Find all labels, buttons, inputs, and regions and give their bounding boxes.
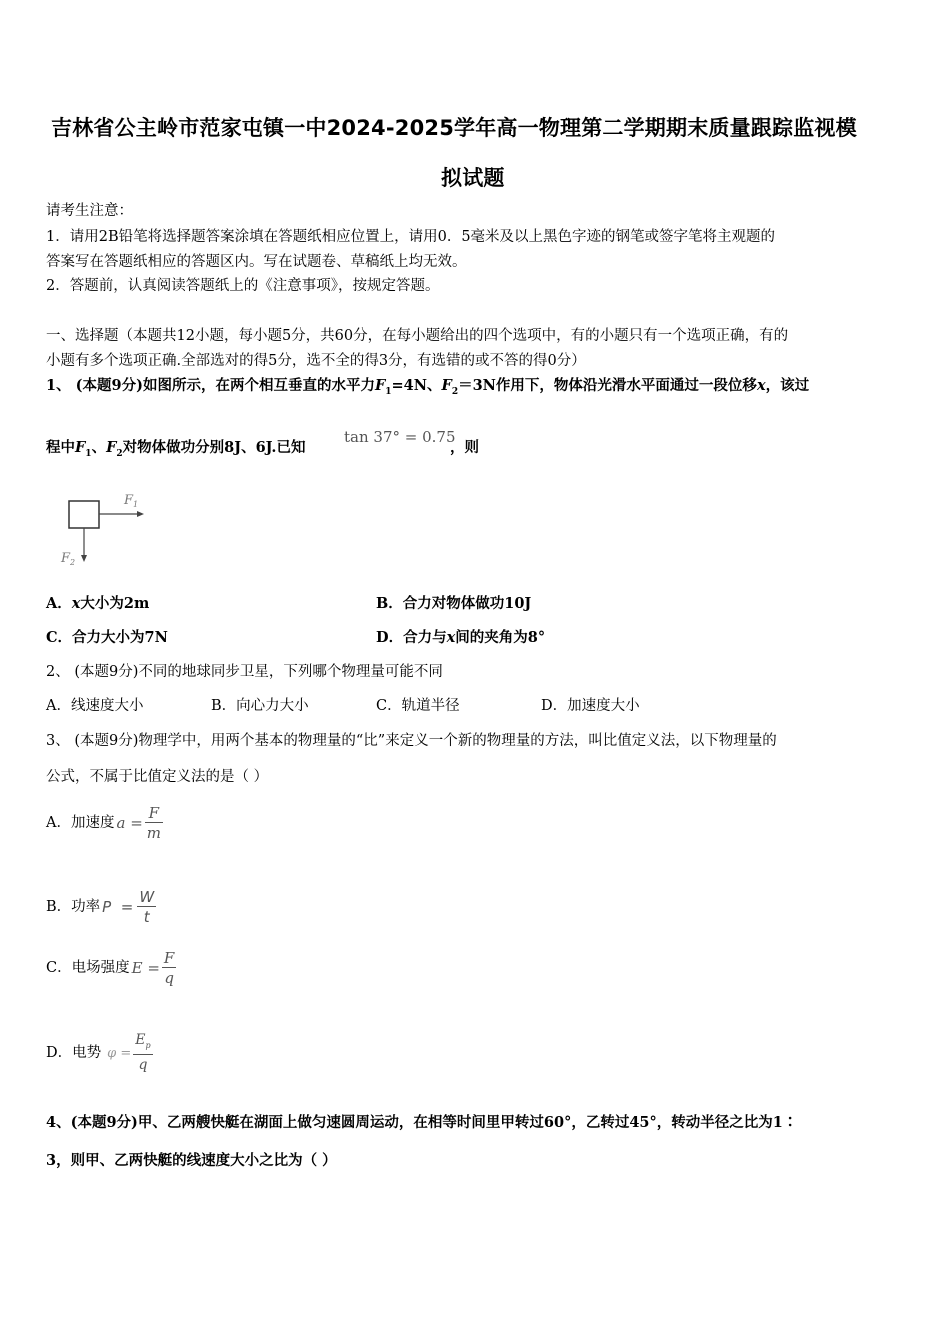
q1-option-d[interactable]: [376, 629, 545, 647]
q3-option-d-label: D．电势: [46, 1045, 102, 1061]
q3-option-a[interactable]: [46, 800, 163, 846]
q1-line1: [46, 377, 809, 401]
notice-item-1a: 1．请用2B铅笔将选择题答案涂填在答题纸相应位置上，请用0．5毫米及以上黑色字迹的钢笔或签字笔将主观题的: [46, 229, 776, 245]
q1-f1-symbol: F: [374, 377, 386, 394]
q3-option-d-numerator: $E_p$: [133, 1031, 152, 1056]
q1-f2-sub-2: 2: [116, 448, 123, 459]
notice-heading: 请考生注意：: [46, 203, 133, 219]
q1-number: 1、: [46, 377, 71, 394]
q1-option-c[interactable]: C．合力大小为7N: [46, 629, 168, 646]
q3-option-b-fraction: [137, 888, 156, 927]
q1-option-d-label: D．合力与: [376, 629, 447, 646]
q1-option-b[interactable]: B．合力对物体做功10J: [376, 595, 532, 612]
q1-f2-symbol: F: [441, 377, 452, 394]
q1-option-a[interactable]: [46, 595, 149, 613]
q3-option-c[interactable]: [46, 945, 176, 991]
q4-stem-line1: 4、(本题9分)甲、乙两艘快艇在湖面上做匀速圆周运动，在相等时间里甲转过60°，乙转过45°，转动半径之比为1∶: [46, 1114, 798, 1131]
f2-label: $F_2$: [61, 551, 76, 567]
q2-option-d[interactable]: D．加速度大小: [541, 698, 640, 714]
q2-stem: 2、 (本题9分)不同的地球同步卫星，下列哪个物理量可能不同: [46, 664, 443, 680]
q3-option-b-lhs: P =: [102, 898, 134, 916]
q3-option-a-label: A．加速度: [46, 815, 115, 831]
f1-label: $F_1$: [124, 493, 139, 509]
q3-option-d-fraction: [133, 1031, 152, 1076]
q1-line2: [46, 439, 305, 463]
q3-option-c-fraction: [162, 949, 176, 988]
q1-option-a-x: x: [71, 595, 81, 612]
q3-option-b-label: B．功率: [46, 899, 101, 915]
section-heading-line1: 一、选择题（本题共12小题，每小题5分，共60分，在每小题给出的四个选项中，有的小题只有一个选项正确，有的: [46, 328, 789, 344]
q2-option-a[interactable]: A．线速度大小: [46, 698, 144, 714]
q2-option-c[interactable]: C．轨道半径: [376, 698, 460, 714]
q3-option-c-numerator: F: [163, 948, 175, 967]
q1-force-diagram: [56, 488, 156, 568]
section-heading-line2: 小题有多个选项正确.全部选对的得5分，选不全的得3分，有选错的或不答的得0分）: [46, 353, 586, 369]
q1-f1-eq: =4N、: [391, 377, 442, 394]
q3-option-a-numerator: F: [145, 804, 163, 823]
q3-option-c-lhs: E =: [131, 959, 160, 977]
q1-f2-eq: ＝3N作用下，物体沿光滑水平面通过一段位移: [458, 377, 757, 394]
q1-option-a-label: A．: [46, 595, 72, 612]
q1-option-d-text: 间的夹角为8°: [455, 629, 546, 646]
q1-line2d: ，则: [450, 439, 479, 456]
notice-item-1b: 答案写在答题纸相应的答题区内。写在试题卷、草稿纸上均无效。: [46, 254, 467, 270]
q1-line2a: 程中: [46, 439, 75, 456]
q3-option-b[interactable]: [46, 884, 156, 930]
page-title-line1: 吉林省公主岭市范家屯镇一中2024-2025学年高一物理第二学期期末质量跟踪监视模: [51, 116, 857, 140]
q1-f1-sub-2: 1: [85, 448, 92, 459]
q1-option-a-text: 大小为2m: [80, 595, 150, 612]
q3-stem-line2: 公式，不属于比值定义法的是（ ）: [46, 769, 269, 785]
f1-arrowhead: [137, 511, 144, 517]
q3-option-d[interactable]: [46, 1030, 153, 1076]
q2-option-b[interactable]: B．向心力大小: [211, 698, 309, 714]
q3-option-b-numerator: W: [139, 887, 155, 906]
q3-stem-line1: 3、 (本题9分)物理学中，用两个基本的物理量的“比”来定义一个新的物理量的方法，叫比值定义法，以下物理量的: [46, 733, 777, 749]
q3-option-d-denominator: q: [138, 1057, 148, 1074]
q3-option-c-label: C．电场强度: [46, 960, 130, 976]
q1-tan-formula: tan 37° = 0.75: [344, 428, 456, 446]
q1-intro: (本题9分)如图所示，在两个相互垂直的水平力: [75, 377, 375, 394]
page-title-line2: 拟试题: [441, 166, 505, 190]
q3-option-c-denominator: q: [164, 968, 174, 987]
q1-tail: ，该过: [765, 377, 810, 394]
q1-f1-symbol-2: F: [75, 439, 86, 456]
f2-arrowhead: [81, 555, 87, 562]
q3-option-a-denominator: m: [146, 823, 161, 842]
q1-f2-symbol-2: F: [106, 439, 117, 456]
q4-stem-line2: 3，则甲、乙两快艇的线速度大小之比为（ ）: [46, 1152, 337, 1169]
q3-option-b-denominator: t: [143, 907, 150, 926]
notice-item-2: 2．答题前，认真阅读答题纸上的《注意事项》，按规定答题。: [46, 278, 440, 294]
q1-option-d-x: x: [446, 629, 456, 646]
q3-option-a-lhs: a =: [116, 814, 143, 832]
q1-x-symbol: x: [756, 377, 766, 394]
q1-line2b: 、: [91, 439, 107, 456]
q1-f2-sub: 2: [451, 386, 459, 397]
q1-line2c: 对物体做功分别8J、6J.已知: [122, 439, 306, 456]
q3-option-d-lhs: φ =: [107, 1045, 132, 1061]
q1-f1-sub: 1: [385, 386, 392, 397]
q3-option-a-fraction: [145, 804, 163, 843]
object-box: [69, 501, 99, 528]
